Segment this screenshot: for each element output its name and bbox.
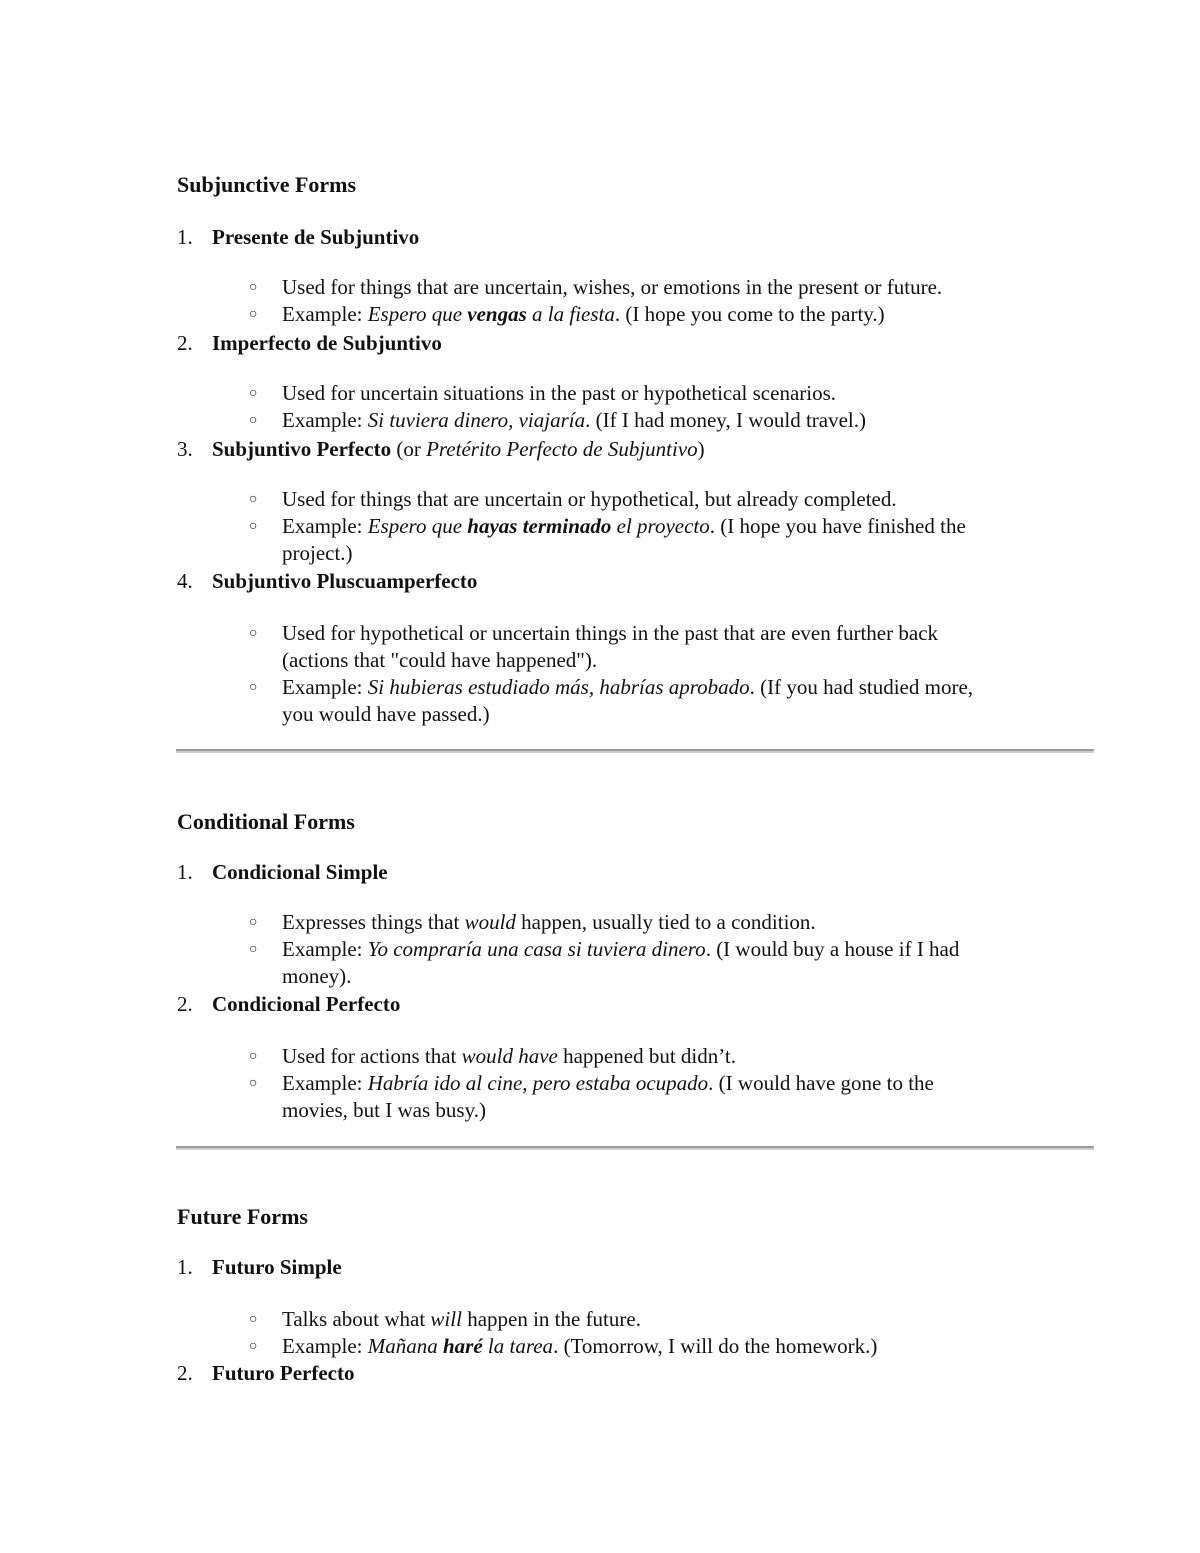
list-number: 1. bbox=[177, 1255, 193, 1279]
bullet-text: Talks about what will happen in the future. bbox=[282, 1307, 641, 1331]
list-item-title: Subjuntivo Pluscuamperfecto bbox=[212, 569, 478, 593]
bullet-circle-icon: ○ bbox=[249, 1076, 258, 1091]
list-number: 4. bbox=[177, 569, 193, 593]
bullet-circle-icon: ○ bbox=[249, 680, 258, 695]
example-line-continued: project.) bbox=[282, 541, 353, 565]
example-line: Example: Yo compraría una casa si tuviera dinero. (I would buy a house if I had bbox=[282, 937, 960, 961]
list-item-title: Condicional Simple bbox=[212, 860, 388, 884]
example-line-continued: movies, but I was busy.) bbox=[282, 1098, 486, 1122]
list-number: 2. bbox=[177, 1361, 193, 1385]
bullet-text: Used for things that are uncertain or hypothetical, but already completed. bbox=[282, 487, 897, 511]
bullet-circle-icon: ○ bbox=[249, 307, 258, 322]
list-item-title: Presente de Subjuntivo bbox=[212, 225, 420, 249]
horizontal-rule bbox=[176, 749, 1094, 753]
list-number: 2. bbox=[177, 331, 193, 355]
bullet-circle-icon: ○ bbox=[249, 519, 258, 534]
list-item-title: Futuro Perfecto bbox=[212, 1361, 355, 1385]
list-number: 3. bbox=[177, 437, 193, 461]
bullet-text: Used for things that are uncertain, wishes, or emotions in the present or future. bbox=[282, 275, 943, 299]
list-number: 2. bbox=[177, 992, 193, 1016]
example-line: Example: Habría ido al cine, pero estaba ocupado. (I would have gone to the bbox=[282, 1071, 934, 1095]
example-line-continued: money). bbox=[282, 964, 352, 988]
bullet-circle-icon: ○ bbox=[249, 1312, 258, 1327]
example-line: Example: Si tuviera dinero, viajaría. (If I had money, I would travel.) bbox=[282, 408, 866, 432]
list-number: 1. bbox=[177, 860, 193, 884]
list-item-title: Imperfecto de Subjuntivo bbox=[212, 331, 442, 355]
example-line-continued: you would have passed.) bbox=[282, 702, 490, 726]
list-item-title: Subjuntivo Perfecto (or Pretérito Perfecto de Subjuntivo) bbox=[212, 437, 705, 461]
bullet-text: Used for uncertain situations in the past or hypothetical scenarios. bbox=[282, 381, 837, 405]
bullet-text: Used for actions that would have happened but didn’t. bbox=[282, 1044, 736, 1068]
section-heading-future: Future Forms bbox=[177, 1204, 308, 1229]
example-line: Example: Mañana haré la tarea. (Tomorrow, I will do the homework.) bbox=[282, 1334, 878, 1358]
list-number: 1. bbox=[177, 225, 193, 249]
section-heading-subjunctive: Subjunctive Forms bbox=[177, 172, 357, 197]
section-heading-conditional: Conditional Forms bbox=[177, 809, 355, 834]
bullet-circle-icon: ○ bbox=[249, 1049, 258, 1064]
list-item-title: Condicional Perfecto bbox=[212, 992, 401, 1016]
horizontal-rule bbox=[176, 1146, 1094, 1150]
bullet-text-continued: (actions that "could have happened"). bbox=[282, 648, 598, 672]
list-item-title: Futuro Simple bbox=[212, 1255, 342, 1279]
example-line: Example: Si hubieras estudiado más, habrías aprobado. (If you had studied more, bbox=[282, 675, 974, 699]
bullet-text: Used for hypothetical or uncertain things in the past that are even further back bbox=[282, 621, 939, 645]
bullet-circle-icon: ○ bbox=[249, 492, 258, 507]
bullet-circle-icon: ○ bbox=[249, 413, 258, 428]
bullet-circle-icon: ○ bbox=[249, 1339, 258, 1354]
bullet-text: Expresses things that would happen, usually tied to a condition. bbox=[282, 910, 816, 934]
bullet-circle-icon: ○ bbox=[249, 626, 258, 641]
example-line: Example: Espero que hayas terminado el proyecto. (I hope you have finished the bbox=[282, 514, 966, 538]
bullet-circle-icon: ○ bbox=[249, 386, 258, 401]
bullet-circle-icon: ○ bbox=[249, 280, 258, 295]
example-line: Example: Espero que vengas a la fiesta. (I hope you come to the party.) bbox=[282, 302, 885, 326]
bullet-circle-icon: ○ bbox=[249, 942, 258, 957]
bullet-circle-icon: ○ bbox=[249, 915, 258, 930]
